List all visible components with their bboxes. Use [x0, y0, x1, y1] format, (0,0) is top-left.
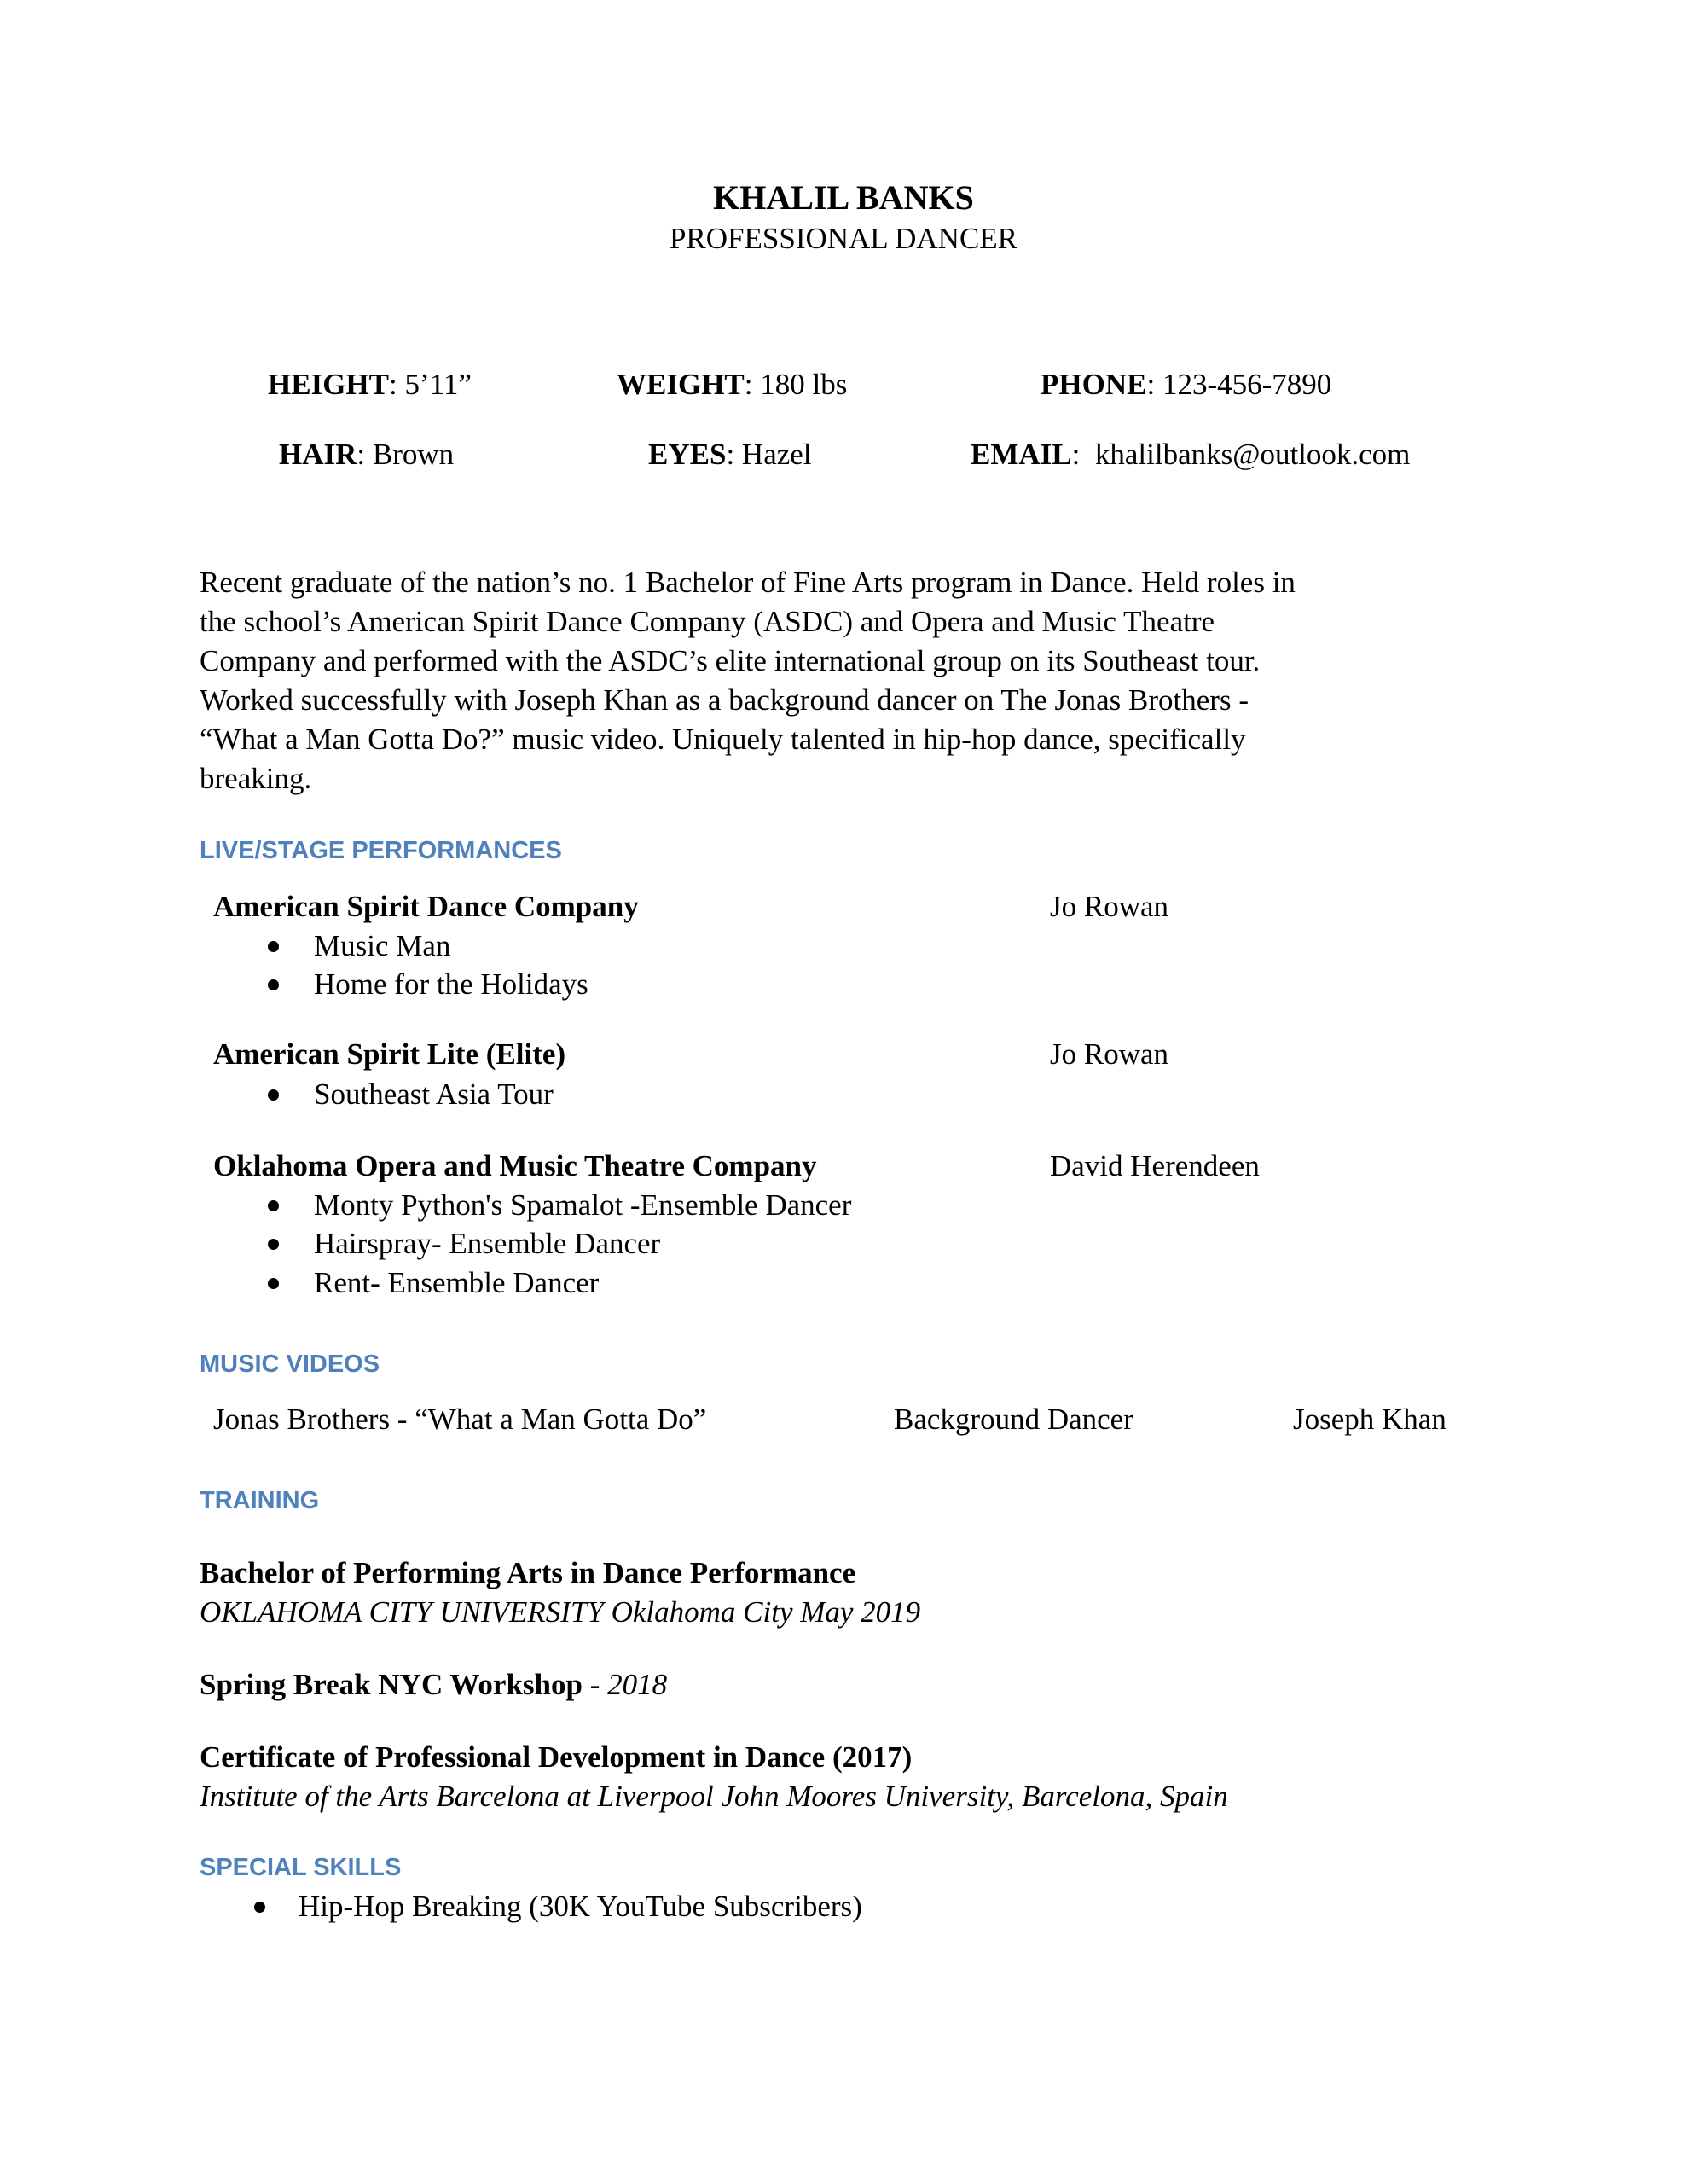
bullet-icon: [268, 1089, 279, 1101]
stat-phone: PHONE: 123-456-7890: [1041, 368, 1332, 401]
stat-weight: WEIGHT: 180 lbs: [617, 368, 848, 401]
bullet-icon: [268, 941, 279, 952]
summary-line: Recent graduate of the nation’s no. 1 Bachelor of Fine Arts program in Dance. Held roles in: [200, 566, 1296, 599]
candidate-name: KHALIL BANKS: [713, 178, 974, 217]
stat-eyes: EYES: Hazel: [648, 438, 812, 471]
list-item: Southeast Asia Tour: [314, 1077, 554, 1111]
certificate-title: Certificate of Professional Development in Dance (2017): [200, 1740, 913, 1774]
video-director: Joseph Khan: [1293, 1403, 1446, 1436]
stat-height: HEIGHT: 5’11”: [268, 368, 472, 401]
summary-line: Worked successfully with Joseph Khan as a background dancer on The Jonas Brothers -: [200, 683, 1249, 717]
certificate-detail: Institute of the Arts Barcelona at Liverpool John Moores University, Barcelona, Spain: [200, 1780, 1228, 1813]
video-title: Jonas Brothers - “What a Man Gotta Do”: [213, 1403, 707, 1436]
list-item: Hip-Hop Breaking (30K YouTube Subscribers): [299, 1890, 862, 1923]
summary-line: breaking.: [200, 762, 312, 795]
stat-hair: HAIR: Brown: [279, 438, 455, 471]
list-item: Hairspray- Ensemble Dancer: [314, 1227, 661, 1260]
section-heading: MUSIC VIDEOS: [200, 1350, 380, 1378]
stat-email: EMAIL: khalilbanks@outlook.com: [971, 438, 1411, 471]
bullet-icon: [268, 1200, 279, 1211]
section-heading: SPECIAL SKILLS: [200, 1854, 402, 1881]
section-heading: TRAINING: [200, 1487, 320, 1514]
video-role: Background Dancer: [894, 1403, 1133, 1436]
list-item: Monty Python's Spamalot -Ensemble Dancer: [314, 1188, 852, 1222]
bullet-icon: [254, 1902, 265, 1913]
candidate-title: PROFESSIONAL DANCER: [669, 222, 1018, 255]
summary-line: the school’s American Spirit Dance Company (ASDC) and Opera and Music Theatre: [200, 605, 1215, 638]
section-heading: LIVE/STAGE PERFORMANCES: [200, 837, 562, 864]
workshop: Spring Break NYC Workshop - 2018: [200, 1668, 668, 1701]
summary-line: “What a Man Gotta Do?” music video. Uniquely talented in hip-hop dance, specifically: [200, 723, 1246, 756]
list-item: Music Man: [314, 929, 451, 962]
list-item: Home for the Holidays: [314, 967, 588, 1001]
degree-detail: OKLAHOMA CITY UNIVERSITY Oklahoma City May 2019: [200, 1595, 921, 1629]
director-name: Jo Rowan: [1050, 890, 1169, 923]
org-name: Oklahoma Opera and Music Theatre Company: [213, 1149, 817, 1182]
org-name: American Spirit Dance Company: [213, 890, 639, 923]
org-name: American Spirit Lite (Elite): [213, 1037, 566, 1071]
summary-line: Company and performed with the ASDC’s elite international group on its Southeast tour.: [200, 644, 1261, 677]
degree-title: Bachelor of Performing Arts in Dance Performance: [200, 1556, 856, 1589]
bullet-icon: [268, 979, 279, 990]
bullet-icon: [268, 1239, 279, 1250]
bullet-icon: [268, 1278, 279, 1289]
list-item: Rent- Ensemble Dancer: [314, 1266, 600, 1299]
director-name: David Herendeen: [1050, 1149, 1260, 1182]
director-name: Jo Rowan: [1050, 1037, 1169, 1071]
